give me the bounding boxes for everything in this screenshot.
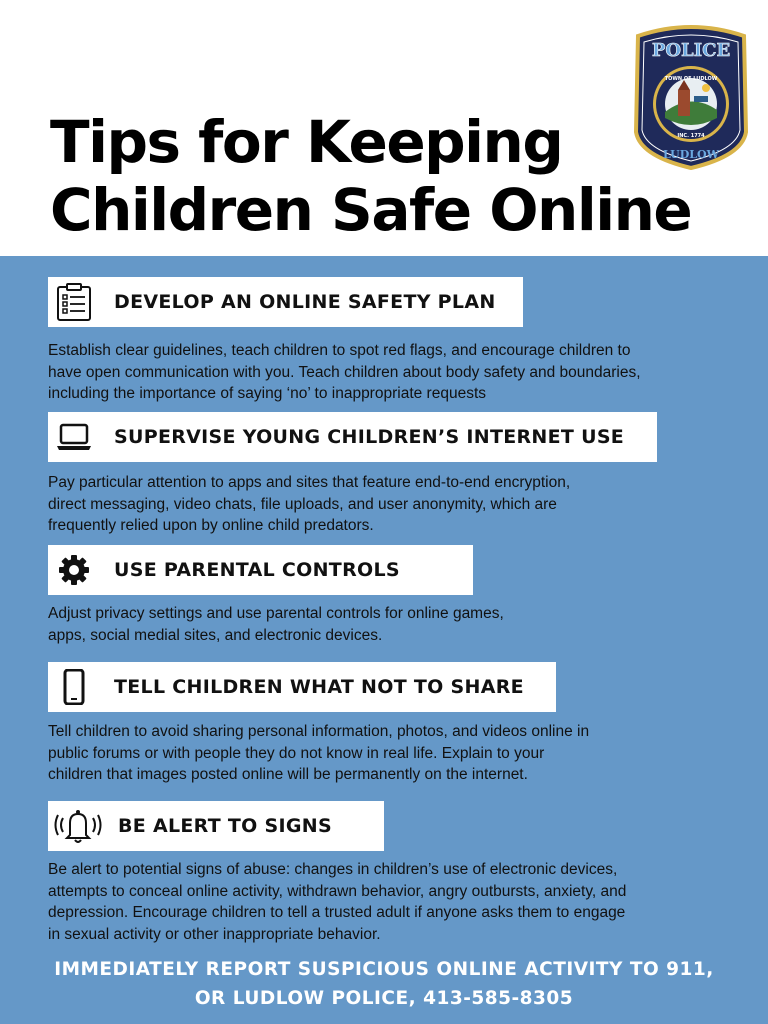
svg-text:LUDLOW: LUDLOW (663, 148, 719, 161)
svg-text:POLICE: POLICE (651, 40, 731, 61)
tip-body-parental-controls: Adjust privacy settings and use parental controls for online games, apps, social medial sites, and electronic devices. (48, 605, 504, 644)
tip-heading-safety-plan (48, 277, 523, 327)
tip-heading-text: TELL CHILDREN WHAT NOT TO SHARE (114, 676, 524, 698)
police-badge-logo (632, 22, 750, 170)
svg-text:INC. 1774: INC. 1774 (677, 133, 705, 139)
svg-text:TOWN OF LUDLOW: TOWN OF LUDLOW (664, 76, 718, 82)
footer-line-1: IMMEDIATELY REPORT SUSPICIOUS ONLINE ACTIVITY TO 911, (54, 959, 714, 980)
tip-heading-text: DEVELOP AN ONLINE SAFETY PLAN (114, 291, 496, 313)
tip-heading-text: USE PARENTAL CONTROLS (114, 559, 400, 581)
tip-body-alert-signs: Be alert to potential signs of abuse: changes in children’s use of electronic devices, attempts to conceal online activity, withdrawn behavior, angry outbursts, anxiety, and depression. Encourage children to tell a trusted adult if anyone asks them to engage in sexual activity or other inappropriate behavior. (48, 861, 627, 943)
tip-heading-text: BE ALERT TO SIGNS (118, 815, 332, 837)
title-line-1: Tips for Keeping (50, 108, 563, 176)
laptop-icon (48, 412, 100, 462)
tip-body-supervise: Pay particular attention to apps and sites that feature end-to-end encryption, direct messaging, video chats, file uploads, and user anonymity, which are frequently relied upon by online child predators. (48, 474, 571, 534)
gear-icon (48, 545, 100, 595)
tip-heading-supervise (48, 412, 657, 462)
title-line-2: Children Safe Online (50, 176, 692, 244)
checklist-icon (48, 277, 100, 327)
report-footer (0, 955, 768, 1013)
header (0, 0, 768, 256)
page-title (50, 108, 691, 244)
tip-heading-text: SUPERVISE YOUNG CHILDREN’S INTERNET USE (114, 426, 625, 448)
tip-heading-parental-controls (48, 545, 473, 595)
bell-alert-icon (48, 801, 108, 851)
tip-heading-alert-signs (48, 801, 384, 851)
smartphone-icon (48, 662, 100, 712)
tip-heading-not-to-share (48, 662, 556, 712)
tip-body-not-to-share: Tell children to avoid sharing personal information, photos, and videos online in public forums or with people they do not know in real life. Explain to your children that images posted online will be permanently on the internet. (48, 723, 590, 783)
tip-body-safety-plan: Establish clear guidelines, teach children to spot red flags, and encourage children to have open communication with you. Teach children about body safety and boundaries, including the importance of saying ‘no’ to inappropriate requests (48, 342, 641, 402)
footer-line-2: OR LUDLOW POLICE, 413-585-8305 (194, 988, 574, 1009)
